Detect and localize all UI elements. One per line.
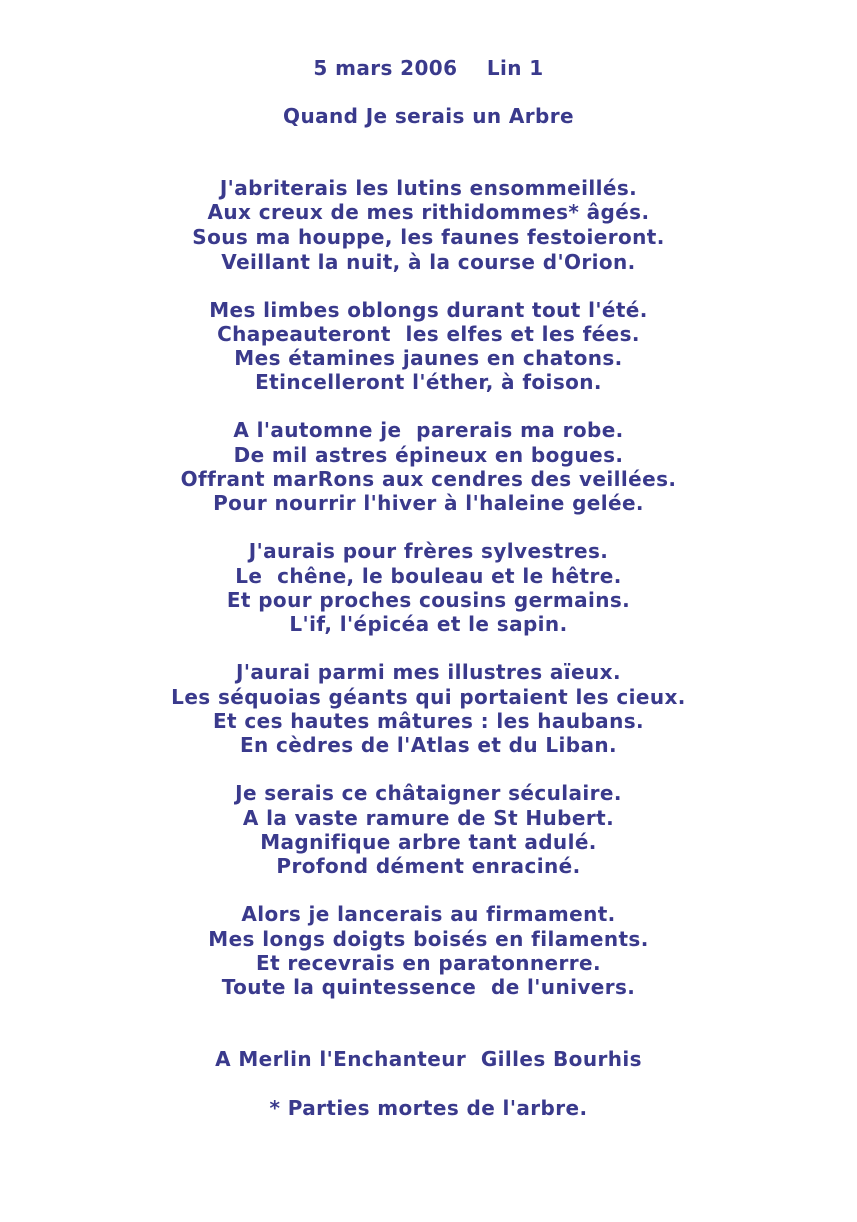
poem-line: Pour nourrir l'hiver à l'haleine gelée. xyxy=(213,491,644,515)
poem-line: A la vaste ramure de St Hubert. xyxy=(242,806,615,830)
poem-line: Offrant marRons aux cendres des veillées. xyxy=(180,467,677,491)
poem-line: Chapeauteront les elfes et les fées. xyxy=(217,322,640,346)
poem-line: Aux creux de mes rithidommes* âgés. xyxy=(207,200,650,224)
poem-line: L'if, l'épicéa et le sapin. xyxy=(289,612,568,636)
poem-line: J'aurai parmi mes illustres aïeux. xyxy=(236,660,621,684)
poem-line: Magnifique arbre tant adulé. xyxy=(260,830,597,854)
poem-line: Et recevrais en paratonnerre. xyxy=(256,951,601,975)
poem-line: Les séquoias géants qui portaient les cieux. xyxy=(171,685,686,709)
poem-line: Le chêne, le bouleau et le hêtre. xyxy=(235,564,622,588)
poem-title: Quand Je serais un Arbre xyxy=(283,104,574,128)
poem-line: Veillant la nuit, à la course d'Orion. xyxy=(221,250,636,274)
poem-line: A l'automne je parerais ma robe. xyxy=(233,418,624,442)
dedication-line: A Merlin l'Enchanteur Gilles Bourhis xyxy=(215,1047,642,1071)
poem-line: Profond dément enraciné. xyxy=(276,854,581,878)
poem-line: Et ces hautes mâtures : les haubans. xyxy=(212,709,645,733)
poem-line: Et pour proches cousins germains. xyxy=(226,588,631,612)
poem-line: Toute la quintessence de l'univers. xyxy=(221,975,636,999)
poem-line: Mes limbes oblongs durant tout l'été. xyxy=(209,298,648,322)
poem-line: Mes longs doigts boisés en filaments. xyxy=(208,927,649,951)
poem-line: Mes étamines jaunes en chatons. xyxy=(234,346,623,370)
footnote: * Parties mortes de l'arbre. xyxy=(269,1096,588,1120)
poem-line: J'abriterais les lutins ensommeillés. xyxy=(219,176,638,200)
poem-line: Etincelleront l'éther, à foison. xyxy=(255,370,602,394)
poem-line: Alors je lancerais au firmament. xyxy=(241,902,616,926)
date-line: 5 mars 2006 Lin 1 xyxy=(313,56,544,80)
poem-line: J'aurais pour frères sylvestres. xyxy=(248,539,609,563)
poem-line: Je serais ce châtaigner séculaire. xyxy=(235,781,622,805)
poem-line: En cèdres de l'Atlas et du Liban. xyxy=(239,733,618,757)
poem-line: De mil astres épineux en bogues. xyxy=(233,443,624,467)
poem-line: Sous ma houppe, les faunes festoieront. xyxy=(192,225,665,249)
